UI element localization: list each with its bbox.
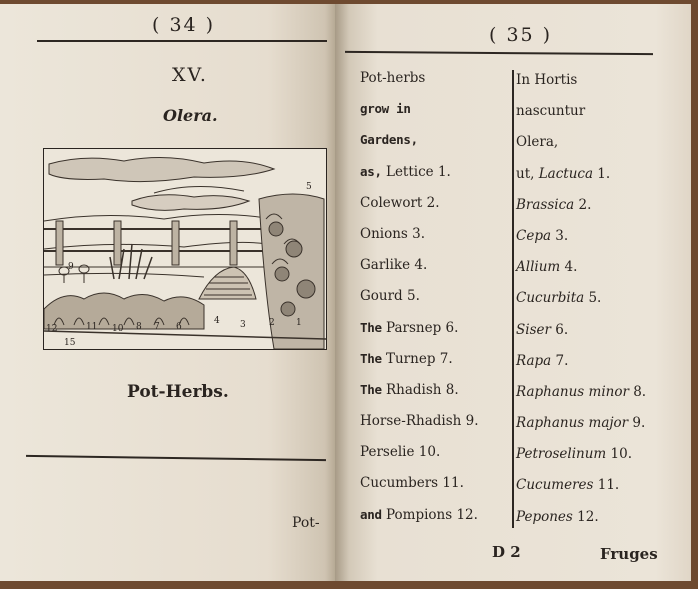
english-line: and Pompions 12. <box>360 506 478 523</box>
english-line: Onions 3. <box>360 225 426 242</box>
latin-line: Raphanus major 9. <box>516 415 646 432</box>
latin-line: Raphanus minor 8. <box>516 383 647 400</box>
column-divider <box>512 70 514 528</box>
engraving-num-9: 9 <box>68 262 74 272</box>
engraving-num-12: 12 <box>46 324 58 334</box>
page-number-right: ( 35 ) <box>489 24 553 46</box>
latin-line: Allium 4. <box>516 259 578 276</box>
english-line: Gardens, <box>360 132 418 148</box>
latin-line: Cucumeres 11. <box>516 477 620 494</box>
illustration-caption: Pot-Herbs. <box>127 382 229 402</box>
english-line: grow in <box>360 101 411 117</box>
latin-line: Siser 6. <box>516 321 569 338</box>
english-column <box>360 68 479 536</box>
catchword-right: Fruges <box>600 545 658 563</box>
engraving-num-2: 2 <box>269 318 275 328</box>
engraving-num-3: 3 <box>240 320 246 330</box>
english-line: Pot-herbs <box>360 70 426 86</box>
left-page <box>0 4 335 581</box>
english-line: The Turnep 7. <box>360 350 453 367</box>
latin-line: Pepones 12. <box>516 508 599 525</box>
latin-column <box>516 70 646 538</box>
english-line: Horse-Rhadish 9. <box>360 413 479 430</box>
header-rule-left <box>37 40 327 42</box>
latin-line: Cucurbita 5. <box>516 290 602 307</box>
english-line: Perselie 10. <box>360 444 441 461</box>
latin-line: nascuntur <box>516 103 586 120</box>
engraving-num-5: 5 <box>306 182 312 192</box>
latin-line: Brassica 2. <box>516 196 592 213</box>
english-line: Colewort 2. <box>360 194 440 211</box>
signature-mark: D 2 <box>492 543 521 561</box>
latin-line: Olera, <box>516 134 559 151</box>
latin-line: Rapa 7. <box>516 352 569 369</box>
garden-engraving-icon <box>44 149 326 349</box>
engraving-num-4: 4 <box>214 316 220 326</box>
english-line: as, Lettice 1. <box>360 163 451 180</box>
section-number: XV. <box>172 64 208 86</box>
english-line: Cucumbers 11. <box>360 475 464 492</box>
engraving-num-7: 7 <box>154 322 160 332</box>
latin-line: Cepa 3. <box>516 227 569 244</box>
latin-line: In Hortis <box>516 72 578 88</box>
garden-engraving <box>43 148 327 350</box>
engraving-num-10: 10 <box>112 324 124 334</box>
engraving-num-8: 8 <box>136 322 142 332</box>
latin-line: ut, Lactuca 1. <box>516 165 611 182</box>
english-line: Gourd 5. <box>360 288 420 305</box>
page-number-left: ( 34 ) <box>152 14 216 36</box>
footer-rule-left <box>26 455 326 461</box>
english-line: The Parsnep 6. <box>360 319 459 336</box>
engraving-num-11: 11 <box>86 322 98 332</box>
latin-line: Petroselinum 10. <box>516 446 632 463</box>
english-line: The Rhadish 8. <box>360 381 459 398</box>
engraving-num-6: 6 <box>176 322 182 332</box>
catchword-left: Pot- <box>292 515 320 531</box>
english-line: Garlike 4. <box>360 257 428 274</box>
section-title: Olera. <box>163 106 218 125</box>
header-rule-right <box>345 51 653 55</box>
engraving-num-15: 15 <box>64 338 76 348</box>
engraving-num-1: 1 <box>296 318 302 328</box>
